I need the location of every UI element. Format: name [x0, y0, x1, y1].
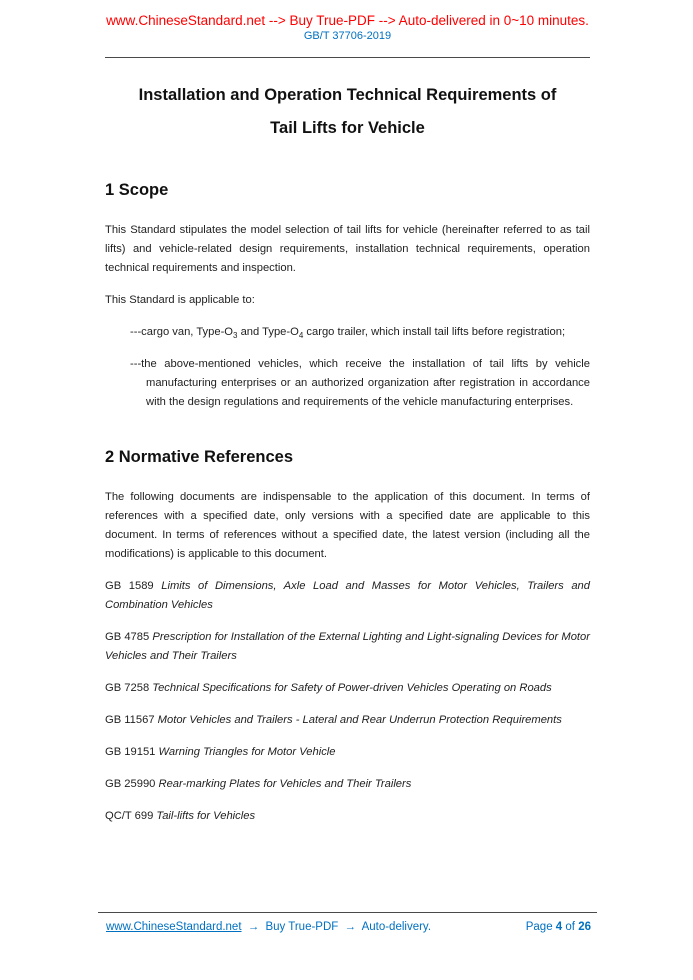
footer-arrow-icon: →	[247, 921, 260, 933]
reference-code: GB 4785	[105, 631, 150, 643]
footer-link[interactable]: www.ChineseStandard.net	[106, 921, 242, 933]
reference-title: Prescription for Installation of the External Lighting and Light-signaling Devices for Motor Vehicles and Their Trailers	[105, 631, 590, 662]
footer-buy-label: Buy True-PDF	[265, 921, 339, 933]
section-heading-scope: 1 Scope	[105, 181, 169, 199]
footer-delivery-label: Auto-delivery.	[361, 921, 432, 933]
reference-code: GB 25990	[105, 778, 156, 790]
reference-item	[105, 775, 590, 794]
document-title	[105, 79, 590, 145]
scope-paragraph-2: This Standard is applicable to:	[105, 294, 255, 306]
footer-arrow-icon: →	[344, 921, 356, 933]
page-current: 4	[555, 921, 563, 933]
reference-title: Motor Vehicles and Trailers - Lateral and Rear Underrun Protection Requirements	[157, 714, 562, 726]
footer-promo	[106, 921, 434, 933]
reference-code: GB 1589	[105, 580, 154, 592]
reference-code: GB 11567	[105, 714, 155, 726]
bullet1-text-1: ---cargo van, Type-O	[130, 326, 234, 338]
reference-title: Warning Triangles for Motor Vehicle	[158, 746, 336, 758]
reference-title: Tail-lifts for Vehicles	[156, 810, 256, 822]
reference-item	[105, 628, 590, 666]
document-title-line1: Installation and Operation Technical Requirements of	[138, 86, 557, 104]
footer-divider	[98, 912, 597, 913]
doc-number: GB/T 37706-2019	[303, 30, 392, 42]
reference-code: GB 19151	[105, 746, 156, 758]
bullet1-text-2: and Type-O	[237, 326, 299, 338]
reference-item	[105, 711, 590, 730]
scope-paragraph-1: This Standard stipulates the model selection of tail lifts for vehicle (hereinafter referred to as tail lifts) and vehicle-related design requirements, installation technical requirements, operation technical requirements and inspection.	[105, 224, 590, 274]
section-heading-references: 2 Normative References	[105, 448, 294, 466]
reference-item	[105, 807, 590, 826]
header-divider	[105, 57, 590, 58]
scope-bullet-1	[105, 323, 590, 342]
page-total: 26	[578, 921, 591, 933]
references-intro: The following documents are indispensable to the application of this document. In terms of references with a specified date, only versions with a specified date are applicable to this document. In terms of references without a specified date, the latest version (including all the modifications) is applicable to this document.	[105, 491, 590, 560]
page-indicator	[526, 921, 591, 933]
bullet1-text-3: cargo trailer, which install tail lifts before registration;	[303, 326, 566, 338]
reference-code: QC/T 699	[105, 810, 154, 822]
reference-title: Limits of Dimensions, Axle Load and Masses for Motor Vehicles, Trailers and Combination Vehicles	[105, 580, 590, 611]
scope-bullet-2: ---the above-mentioned vehicles, which receive the installation of tail lifts by vehicle manufacturing enterprises or an authorized organization after registration in accordance with the design regulations and requirements of the vehicle manufacturing enterprises.	[130, 358, 590, 408]
document-title-line2: Tail Lifts for Vehicle	[270, 119, 425, 137]
bullet1-subscript-1: 3	[233, 331, 238, 341]
reference-item	[105, 679, 590, 698]
bullet1-subscript-2: 4	[298, 331, 304, 341]
reference-title: Technical Specifications for Safety of Power-driven Vehicles Operating on Roads	[152, 682, 552, 694]
reference-title: Rear-marking Plates for Vehicles and Their Trailers	[158, 778, 412, 790]
promo-banner[interactable]: www.ChineseStandard.net --> Buy True-PDF --> Auto-delivered in 0~10 minutes.	[106, 13, 589, 28]
reference-code: GB 7258	[105, 682, 150, 694]
reference-item	[105, 577, 590, 615]
reference-item	[105, 743, 590, 762]
page-of-label: of	[565, 921, 575, 933]
page-footer	[98, 912, 597, 933]
page-label: Page	[525, 921, 553, 933]
